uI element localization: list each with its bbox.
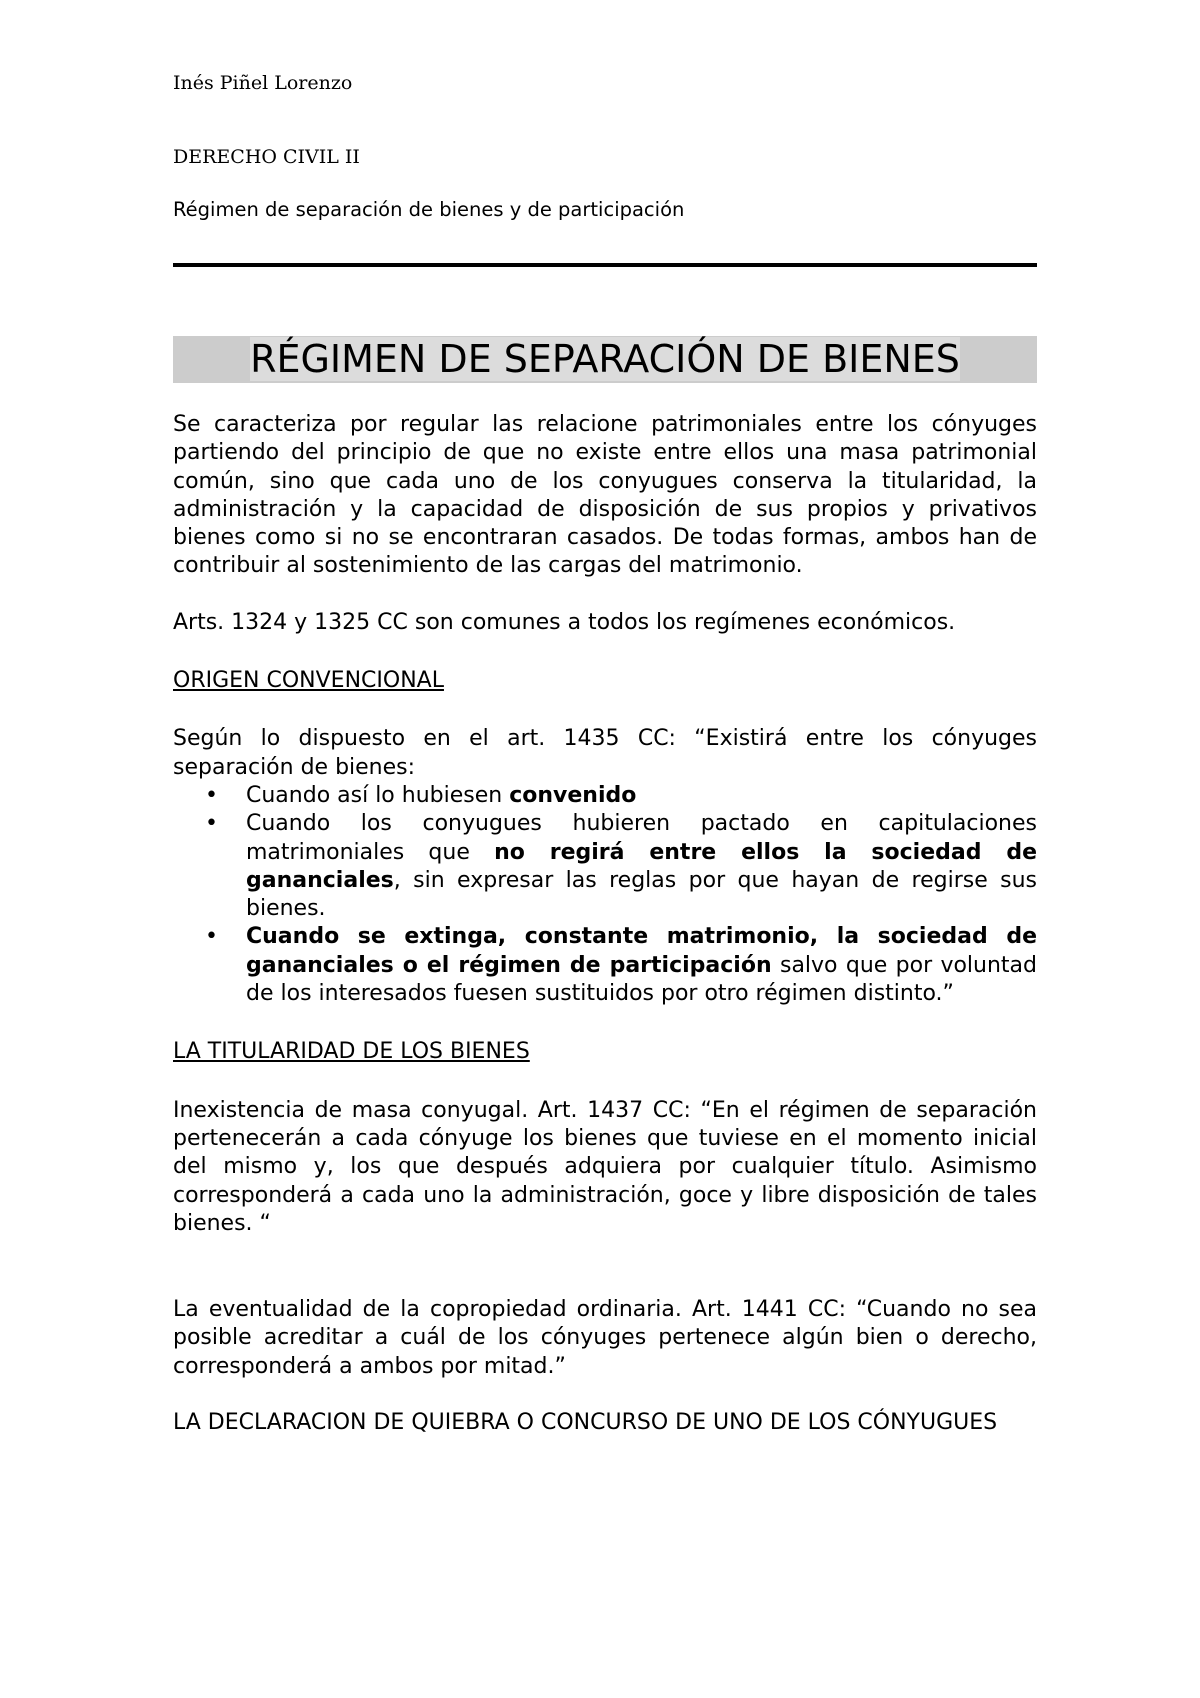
list-item-text: Cuando los conyugues hubieren pactado en capitulaciones matrimoniales que <box>246 811 1037 865</box>
list-item-text: , sin expresar las reglas por que hayan de regirse sus bienes. <box>246 867 1037 922</box>
list-item-text: salvo que por voluntad de los interesados fuesen sustituidos por otro régimen distinto.” <box>246 952 1038 1007</box>
titularidad-paragraph-2: La eventualidad de la copropiedad ordinaria. Art. 1441 CC: “Cuando no sea posible acreditar a cuál de los cónyuges pertenece algún bien o derecho, corresponderá a ambos por mitad.” <box>173 1297 1037 1379</box>
document-body <box>173 411 1037 1437</box>
document-title-text: RÉGIMEN DE SEPARACIÓN DE BIENES <box>250 337 960 381</box>
list-item-text: Cuando así lo hubiesen <box>246 782 510 808</box>
list-item <box>173 810 1037 923</box>
origen-lead-paragraph: Según lo dispuesto en el art. 1435 CC: “Existirá entre los cónyuges separación de bienes: <box>173 726 1037 780</box>
section-heading-origen: ORIGEN CONVENCIONAL <box>173 668 444 694</box>
subject-line: Régimen de separación de bienes y de participación <box>173 198 685 221</box>
list-item-bold-text: Cuando se extinga, constante matrimonio, la sociedad de gananciales o el régimen de participación <box>246 924 1037 978</box>
section-heading-quiebra: LA DECLARACION DE QUIEBRA O CONCURSO DE UNO DE LOS CÓNYUGUES <box>173 1410 998 1436</box>
list-item <box>173 923 1037 1008</box>
intro-paragraph: Se caracteriza por regular las relacione patrimoniales entre los cónyuges partiendo del principio de que no existe entre ellos una masa patrimonial común, sino que cada uno de los conyugues conserva la titularidad, la administración y la capacidad de disposición de sus propios y privativos bienes como si no se encontraran casados. De todas formas, ambos han de contribuir al sostenimiento de las cargas del matrimonio. <box>173 412 1037 579</box>
bullet-icon: • <box>205 811 218 837</box>
document-title <box>173 336 1037 383</box>
section-heading-titularidad: LA TITULARIDAD DE LOS BIENES <box>173 1039 530 1065</box>
list-item-bold-text: no regirá entre ellos la sociedad de gananciales <box>246 839 1037 893</box>
header-divider <box>173 263 1037 267</box>
arts-paragraph: Arts. 1324 y 1325 CC son comunes a todos los regímenes económicos. <box>173 609 956 635</box>
bullet-icon: • <box>205 924 218 950</box>
list-item-bold-text: convenido <box>509 782 637 808</box>
list-item <box>173 782 1037 810</box>
titularidad-paragraph-1: Inexistencia de masa conyugal. Art. 1437 CC: “En el régimen de separación pertenecerán a cada cónyuge los bienes que tuviese en el momento inicial del mismo y, los que después adquiera por cualquier título. Asimismo corresponderá a cada uno la administración, goce y libre disposición de tales bienes. “ <box>173 1097 1037 1236</box>
course-name: DERECHO CIVIL II <box>173 146 360 168</box>
author-name: Inés Piñel Lorenzo <box>173 72 353 94</box>
bullet-icon: • <box>205 782 218 808</box>
origen-bullet-list <box>173 782 1037 1008</box>
